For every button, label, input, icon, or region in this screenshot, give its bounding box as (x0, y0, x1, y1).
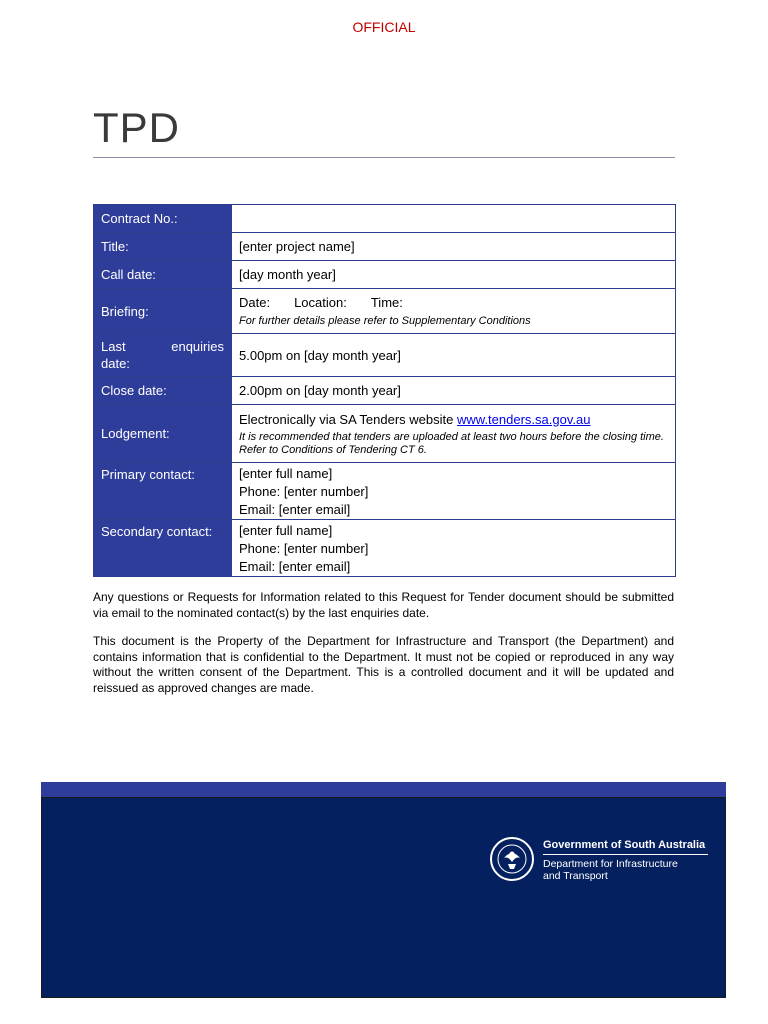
table-row (94, 377, 676, 405)
briefing-label: Briefing: (94, 289, 232, 334)
lodgement-label: Lodgement: (94, 405, 232, 463)
footer-stripe (41, 782, 726, 798)
logo-text (543, 836, 708, 882)
last-enquiries-label-word2: enquiries (171, 339, 224, 354)
secondary-contact-name: [enter full name] (239, 523, 333, 538)
primary-contact-field[interactable] (232, 463, 676, 520)
last-enquiries-label-word1: Last (101, 339, 126, 354)
document-title: TPD (93, 104, 180, 151)
briefing-note: For further details please refer to Supplementary Conditions (239, 315, 531, 327)
primary-contact-name: [enter full name] (239, 466, 333, 481)
sa-tenders-link[interactable]: www.tenders.sa.gov.au (457, 411, 591, 427)
title-field[interactable]: [enter project name] (232, 233, 676, 261)
department-name-line1: Department for Infrastructure (543, 858, 678, 870)
secondary-contact-email: Email: [enter email] (239, 559, 351, 574)
primary-contact-phone: Phone: [enter number] (239, 484, 369, 499)
briefing-date: Date: (239, 295, 271, 310)
lodgement-text: Electronically via SA Tenders website (239, 411, 454, 427)
call-date-field[interactable]: [day month year] (232, 261, 676, 289)
lodgement-line (239, 411, 668, 428)
table-row (94, 520, 676, 577)
lodgement-note: It is recommended that tenders are uploaded at least two hours before the closing time. Refer to Conditions of Tendering CT 6. (239, 430, 664, 456)
close-date-label: Close date: (94, 377, 232, 405)
sa-seal-icon (489, 836, 535, 882)
call-date-label: Call date: (94, 261, 232, 289)
last-enquiries-label-word3: date: (101, 356, 130, 371)
lodgement-field[interactable] (232, 405, 676, 463)
confidentiality-paragraph: This document is the Property of the Department for Infrastructure and Transport (the Department) and contains information that is confidential to the Department. It must not be copied or reproduced in any way without the written consent of the Department. This is a controlled document and it will be updated and reissued as approved changes are made. (93, 634, 674, 695)
briefing-location: Location: (294, 295, 347, 310)
briefing-line (239, 294, 668, 311)
last-enquiries-label-line (101, 338, 224, 355)
table-row (94, 463, 676, 520)
secondary-contact-phone: Phone: [enter number] (239, 541, 369, 556)
title-label: Title: (94, 233, 232, 261)
last-enquiries-field[interactable]: 5.00pm on [day month year] (232, 334, 676, 377)
secondary-contact-label: Secondary contact: (94, 520, 232, 577)
department-name-line2: and Transport (543, 870, 608, 882)
tender-details-table (93, 204, 676, 577)
table-row (94, 233, 676, 261)
last-enquiries-label (94, 334, 232, 377)
table-row (94, 334, 676, 377)
contract-no-field[interactable] (232, 205, 676, 233)
primary-contact-email: Email: [enter email] (239, 502, 351, 517)
secondary-contact-field[interactable] (232, 520, 676, 577)
table-row (94, 289, 676, 334)
title-divider (93, 157, 675, 158)
primary-contact-label: Primary contact: (94, 463, 232, 520)
table-row (94, 405, 676, 463)
contract-no-label: Contract No.: (94, 205, 232, 233)
briefing-field[interactable] (232, 289, 676, 334)
footer-band (41, 797, 726, 998)
government-logo (489, 836, 708, 882)
enquiries-paragraph: Any questions or Requests for Information related to this Request for Tender document should be submitted via email to the nominated contact(s) by the last enquiries date. (93, 590, 674, 620)
close-date-field[interactable]: 2.00pm on [day month year] (232, 377, 676, 405)
classification-marking: OFFICIAL (352, 19, 416, 35)
table-row (94, 205, 676, 233)
table-row (94, 261, 676, 289)
briefing-time: Time: (370, 295, 403, 310)
government-name: Government of South Australia (543, 839, 708, 855)
